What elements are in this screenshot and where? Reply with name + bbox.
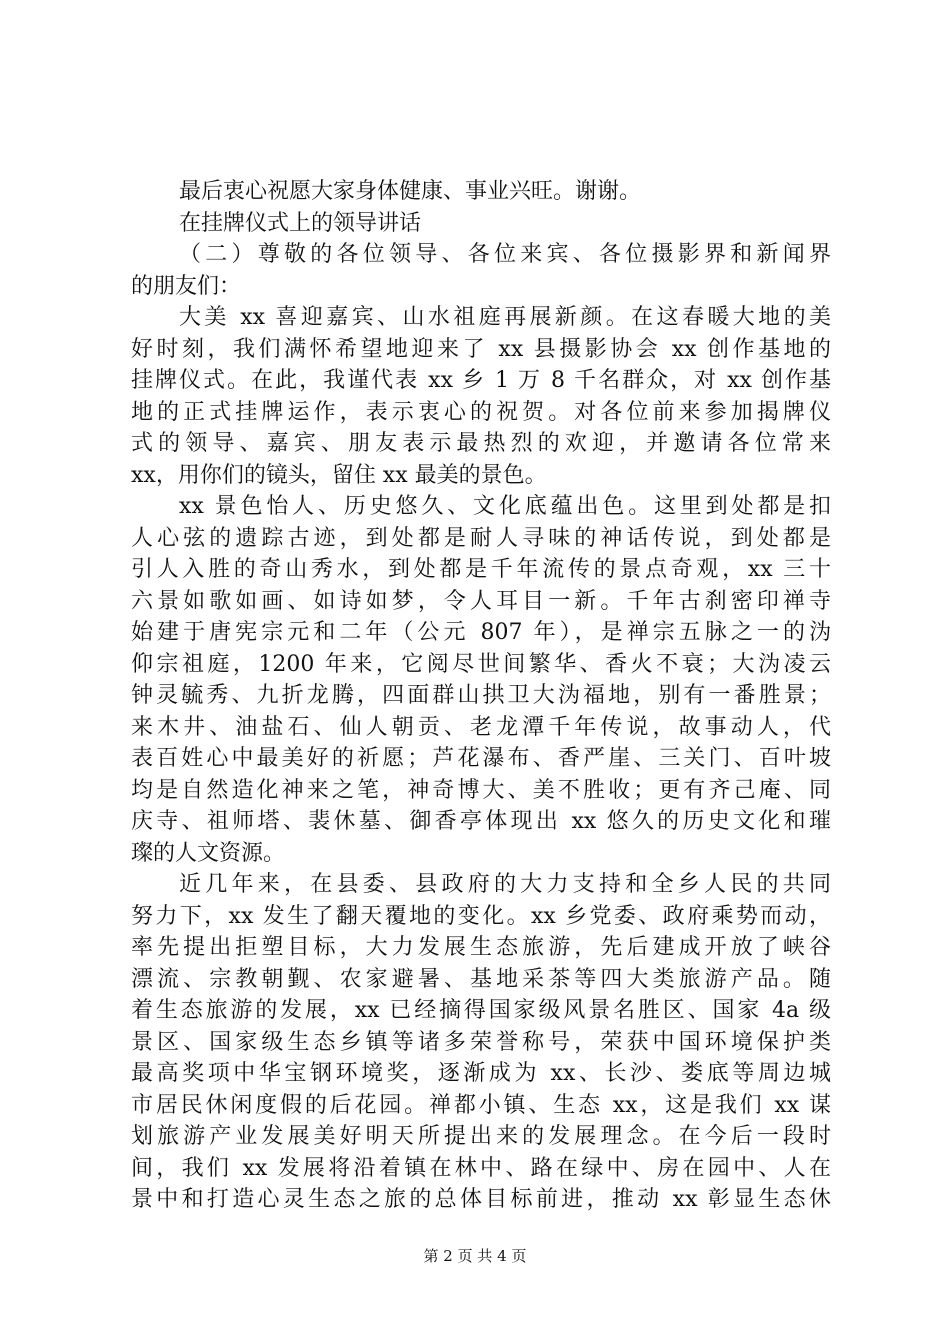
document-body (131, 176, 831, 1216)
text-line: 景区、国家级生态乡镇等诸多荣誉称号，荣获中国环境保护类 (131, 1029, 831, 1055)
text-line: 漂流、宗教朝觐、农家避暑、基地采茶等四大类旅游产品。随 (131, 966, 831, 992)
text-line: 近几年来，在县委、县政府的大力支持和全乡人民的共同 (179, 872, 831, 897)
text-line: 划旅游产业发展美好明天所提出来的发展理念。在今后一段时 (131, 1124, 831, 1149)
text-line: 来木井、油盐石、仙人朝贡、老龙潭千年传说，故事动人，代 (131, 714, 831, 740)
text-line: 始建于唐宪宗元和二年（公元 807 年），是禅宗五脉之一的沩 (131, 620, 831, 645)
text-line: 式的领导、嘉宾、朋友表示最热烈的欢迎，并邀请各位常来 (131, 431, 831, 456)
text-line: 最高奖项中华宝钢环境奖，逐渐成为 xx、长沙、娄底等周边城 (131, 1061, 831, 1086)
text-line: 引人入胜的奇山秀水，到处都是千年流传的景点奇观，xx 三十 (131, 557, 831, 582)
text-line: 表百姓心中最美好的祈愿；芦花瀑布、香严崖、三关门、百叶坡 (131, 746, 831, 771)
text-line: 努力下，xx 发生了翻天覆地的变化。xx 乡党委、政府乘势而动， (131, 903, 831, 929)
text-line: 仰宗祖庭，1200 年来，它阅尽世间繁华、香火不衰；大沩凌云 (131, 651, 831, 677)
text-line: 最后衷心祝愿大家身体健康、事业兴旺。谢谢。 (179, 179, 642, 204)
text-line: 间，我们 xx 发展将沿着镇在林中、路在绿中、房在园中、人在 (131, 1155, 831, 1181)
text-line: 六景如歌如画、如诗如梦，令人耳目一新。千年古刹密印禅寺 (131, 588, 831, 614)
text-line: 均是自然造化神来之笔，神奇博大、美不胜收；更有齐己庵、同 (131, 777, 831, 803)
text-line: 大美 xx 喜迎嘉宾、山水祖庭再展新颜。在这春暖大地的美 (179, 305, 831, 330)
text-line: 市居民休闲度假的后花园。禅都小镇、生态 xx，这是我们 xx 谋 (131, 1092, 831, 1118)
text-line: 好时刻，我们满怀希望地迎来了 xx 县摄影协会 xx 创作基地的 (131, 336, 831, 362)
text-line: xx，用你们的镜头，留住 xx 最美的景色。 (131, 462, 547, 488)
text-line: 钟灵毓秀、九折龙腾，四面群山拱卫大沩福地，别有一番胜景； (131, 683, 831, 708)
text-line: 璨的人文资源。 (131, 840, 286, 866)
text-line: 挂牌仪式。在此，我谨代表 xx 乡 1 万 8 千名群众，对 xx 创作基 (131, 368, 831, 393)
text-line: （二）尊敬的各位领导、各位来宾、各位摄影界和新闻界 (179, 242, 831, 267)
text-line: 地的正式挂牌运作，表示衷心的祝贺。对各位前来参加揭牌仪 (131, 399, 831, 425)
text-line: 庆寺、祖师塔、裴休墓、御香亭体现出 xx 悠久的历史文化和璀 (131, 809, 831, 834)
text-line: 景中和打造心灵生态之旅的总体目标前进，推动 xx 彰显生态休 (131, 1187, 831, 1212)
text-line: 在挂牌仪式上的领导讲话 (179, 210, 422, 236)
text-line: 人心弦的遗踪古迹，到处都是耐人寻味的神话传说，到处都是 (131, 525, 831, 551)
text-line: 率先提出拒塑目标，大力发展生态旅游，先后建成开放了峡谷 (131, 935, 831, 960)
page-footer: 第 2 页 共 4 页 (423, 1247, 527, 1265)
text-line: xx 景色怡人、历史悠久、文化底蕴出色。这里到处都是扣 (179, 494, 831, 519)
text-line: 着生态旅游的发展，xx 已经摘得国家级风景名胜区、国家 4a 级 (131, 998, 831, 1023)
text-line: 的朋友们： (131, 273, 242, 299)
